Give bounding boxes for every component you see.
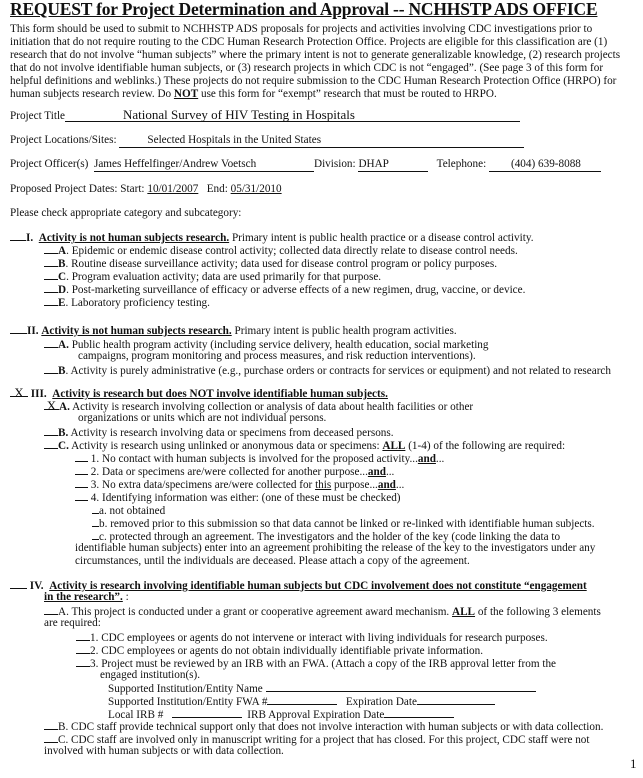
institution-fwa-field[interactable] (267, 694, 337, 705)
item-text: Activity is research using unlinked or anonymous data or specimens: (68, 440, 383, 452)
item-text: Public health program activity (including service delivery, health education, social marketing (68, 339, 489, 351)
intro-line (10, 88, 497, 101)
and-emphasis: and (367, 466, 386, 478)
item-checkbox[interactable] (44, 337, 58, 348)
end-date-label: End: (206, 183, 228, 195)
section-3-heading: Activity is research but does NOT involve identifiable human subjects. (52, 388, 388, 400)
instruction-text: Please check appropriate category and subcategory: (10, 207, 242, 219)
section-4-a-3-cont: engaged institution(s). (100, 669, 201, 681)
section-3-item-a-cont: organizations or units which are not individual persons. (78, 412, 327, 424)
item-letter: A. (58, 339, 69, 351)
expiration-date-label: Expiration Date (345, 696, 417, 708)
item-checkbox[interactable] (75, 464, 88, 475)
and-emphasis: and (377, 479, 396, 491)
section-4-checkbox[interactable] (10, 578, 27, 589)
section-3-number: III. (30, 388, 47, 400)
intro-line: research that do not involve “human subjects” where the primary intent is not to generate generalizable knowledge, (2) research projects (10, 49, 621, 61)
item-checkbox[interactable] (92, 503, 99, 514)
heading-tail: : (122, 591, 129, 603)
institution-name-field[interactable] (266, 681, 536, 692)
item-text: 1. No contact with human subjects is involved for the proposed activity... (90, 453, 418, 465)
item-text: . Laboratory proficiency testing. (65, 297, 210, 309)
section-4-number: IV. (29, 580, 44, 592)
intro-text: use this form for “exempt” research that must be routed to HRPO. (198, 88, 497, 100)
project-title-field[interactable]: National Survey of HIV Testing in Hospitals (65, 108, 520, 122)
item-letter: A. (59, 401, 70, 413)
item-text: . Activity is purely administrative (e.g., purchase orders or contracts for services or equipment) and not related to research (65, 365, 611, 377)
item-letter: B (58, 365, 66, 377)
locations-row (10, 134, 524, 148)
section-2-checkbox[interactable] (10, 323, 27, 334)
item-checkbox[interactable] (44, 363, 58, 374)
item-checkbox[interactable] (44, 719, 58, 730)
item-text: Activity is research involving collection or analysis of data about health facilities or other (69, 401, 474, 413)
page-number: 1 (630, 756, 637, 771)
this-emphasis: this (315, 479, 332, 491)
intro-line: initiation that do not require routing to the CDC Human Research Protection Office. Projects are eligible for this classification are (1) (10, 36, 608, 48)
ellipsis: ... (385, 466, 395, 478)
intro-line: This form should be used to submit to NCHHSTP ADS proposals for projects and activities involving CDC investigations prior to (10, 23, 593, 35)
item-text: c. protected through an agreement. The investigators and the holder of the key (code linking the data to (99, 531, 561, 543)
item-checkbox[interactable] (76, 643, 90, 654)
section-2-row (10, 323, 457, 338)
officer-row (10, 158, 601, 172)
end-date-field[interactable]: 05/31/2010 (230, 183, 282, 195)
item-letter: D (58, 284, 67, 296)
item-text: a. not obtained (99, 505, 166, 517)
start-date-field[interactable]: 10/01/2007 (147, 183, 199, 195)
all-emphasis: ALL (382, 440, 406, 452)
item-checkbox[interactable] (76, 656, 90, 667)
irb-expiration-field[interactable] (384, 707, 454, 718)
item-text: 2. CDC employees or agents do not obtain individually identifiable private information. (90, 645, 484, 657)
item-checkbox[interactable] (44, 732, 58, 743)
item-letter: A (58, 245, 67, 257)
item-letter: E (58, 297, 66, 309)
ellipsis: ... (395, 479, 405, 491)
item-checkbox[interactable] (75, 490, 88, 501)
item-checkbox[interactable] (44, 295, 58, 306)
item-text: Activity is research involving data or specimens from deceased persons. (68, 427, 394, 439)
item-checkbox[interactable] (44, 269, 58, 280)
item-checkbox[interactable] (44, 438, 58, 449)
institution-name-label: Supported Institution/Entity Name (108, 683, 263, 695)
item-text: 3. No extra data/specimens are/were collected for (90, 479, 316, 491)
project-title-label: Project Title (10, 110, 66, 122)
intro-emphasis: NOT (173, 88, 199, 100)
dates-label: Proposed Project Dates: Start: (10, 183, 145, 195)
section-4-item-c-cont: involved with human subjects or with data collection. (44, 745, 284, 757)
item-text: purpose... (331, 479, 378, 491)
officer-label: Project Officer(s) (10, 158, 89, 170)
section-1-item-e (44, 295, 210, 310)
and-emphasis: and (417, 453, 436, 465)
item-checkbox[interactable] (92, 529, 99, 540)
section-4-heading-cont (44, 591, 129, 604)
dates-row (10, 183, 282, 196)
intro-line: helpful definitions and weblinks.) These projects do not require submission to the CDC Human Research Protection Office (HRPO) for (10, 75, 617, 87)
irb-expiration-label: IRB Approval Expiration Date (247, 709, 385, 721)
section-4-heading: Activity is research involving identifiable human subjects but CDC involvement does not constitute “engagement (49, 580, 587, 592)
telephone-field[interactable]: (404) 639-8088 (489, 158, 601, 172)
item-checkbox[interactable] (75, 477, 88, 488)
item-text: (1-4) of the following are required: (405, 440, 566, 452)
item-text: of the following 3 elements (475, 606, 601, 618)
item-checkbox[interactable] (44, 243, 58, 254)
division-field[interactable]: DHAP (358, 158, 428, 172)
intro-text: human subjects research review. Do (10, 88, 174, 100)
form-title: REQUEST for Project Determination and Approval -- NCHHSTP ADS OFFICE (10, 0, 598, 19)
item-text: . Post-marketing surveillance of efficacy or adverse effects of a new regimen, drug, vaccine, or device. (66, 284, 526, 296)
local-irb-label: Local IRB # (108, 709, 164, 721)
item-text: . Routine disease surveillance activity; data used for disease control program or policy purposes. (65, 258, 497, 270)
project-title-row (10, 108, 520, 123)
item-checkbox[interactable] (44, 282, 58, 293)
section-2-number: II. (27, 325, 39, 337)
section-4-heading: in the research”. (44, 591, 123, 603)
item-text: b. removed prior to this submission so that data cannot be linked or re-linked with identifiable human subjects. (99, 518, 595, 530)
item-checkbox[interactable] (75, 451, 88, 462)
section-2-item-a-cont: campaigns, program monitoring and process measures, and risk reduction interventions). (78, 350, 476, 362)
item-text: B. CDC staff provide technical support only that does not involve interaction with human subjects or with data collection. (58, 721, 604, 733)
ellipsis: ... (435, 453, 445, 465)
item-checkbox[interactable] (44, 256, 58, 267)
item-text: C. CDC staff are involved only in manuscript writing for a project that has closed. For this project, CDC staff were not (58, 734, 590, 746)
locations-field[interactable]: Selected Hospitals in the United States (119, 134, 524, 148)
item-checkbox[interactable] (44, 425, 58, 436)
section-3-c-4c-cont: circumstances, until the individuals are deceased. Please attach a copy of the agreement. (75, 555, 470, 567)
item-checkbox[interactable] (44, 604, 58, 615)
institution-fwa-label: Supported Institution/Entity FWA # (108, 696, 268, 708)
section-3-c-4c-cont: identifiable human subjects) enter into an agreement prohibiting the release of the key to the investigators under any (75, 542, 596, 554)
officer-field[interactable]: James Heffelfinger/Andrew Voetsch (94, 158, 314, 172)
division-label: Division: (313, 158, 356, 170)
expiration-date-field[interactable] (417, 694, 495, 705)
section-1-number: I. (26, 232, 34, 244)
section-4-item-a-cont: are required: (44, 617, 101, 629)
local-irb-field[interactable] (172, 707, 242, 718)
all-emphasis: ALL (452, 606, 476, 618)
item-checkbox[interactable] (92, 516, 99, 527)
section-4-item-a (44, 604, 601, 619)
section-2-heading: Activity is not human subjects research. (41, 325, 232, 337)
telephone-label: Telephone: (436, 158, 487, 170)
intro-line: that do not involve identifiable human subjects, or (3) research projects in which CDC is not “engaged”. (See page 3 of this form for (10, 62, 604, 74)
item-checkbox[interactable] (76, 630, 90, 641)
section-1-heading: Activity is not human subjects research. (38, 232, 230, 244)
item-letter: C. (58, 440, 69, 452)
item-text: . Epidemic or endemic disease control activity; collected data directly relate to disease control needs. (66, 245, 518, 257)
item-letter: B. (58, 427, 69, 439)
item-letter: B (58, 258, 66, 270)
section-1-text: Primary intent is public health practice or a disease control activity. (229, 232, 534, 244)
item-text: 2. Data or specimens are/were collected for another purpose... (90, 466, 368, 478)
locations-label: Project Locations/Sites: (10, 134, 117, 146)
section-1-checkbox[interactable] (10, 230, 26, 241)
item-checkbox[interactable]: X (44, 399, 59, 410)
section-2-text: Primary intent is public health program activities. (231, 325, 457, 337)
item-letter: C (58, 271, 67, 283)
item-text: 3. Project must be reviewed by an IRB with an FWA. (Attach a copy of the IRB approval letter from the (90, 658, 557, 670)
item-text: A. This project is conducted under a grant or cooperative agreement award mechanism. (58, 606, 453, 618)
item-text: 1. CDC employees or agents do not intervene or interact with living individuals for research purposes. (90, 632, 548, 644)
item-text: 4. Identifying information was either: (one of these must be checked) (90, 492, 401, 504)
item-text: . Program evaluation activity; data are used primarily for that purpose. (66, 271, 382, 283)
section-2-item-b (44, 363, 611, 378)
section-3-checkbox[interactable]: X (10, 386, 28, 397)
